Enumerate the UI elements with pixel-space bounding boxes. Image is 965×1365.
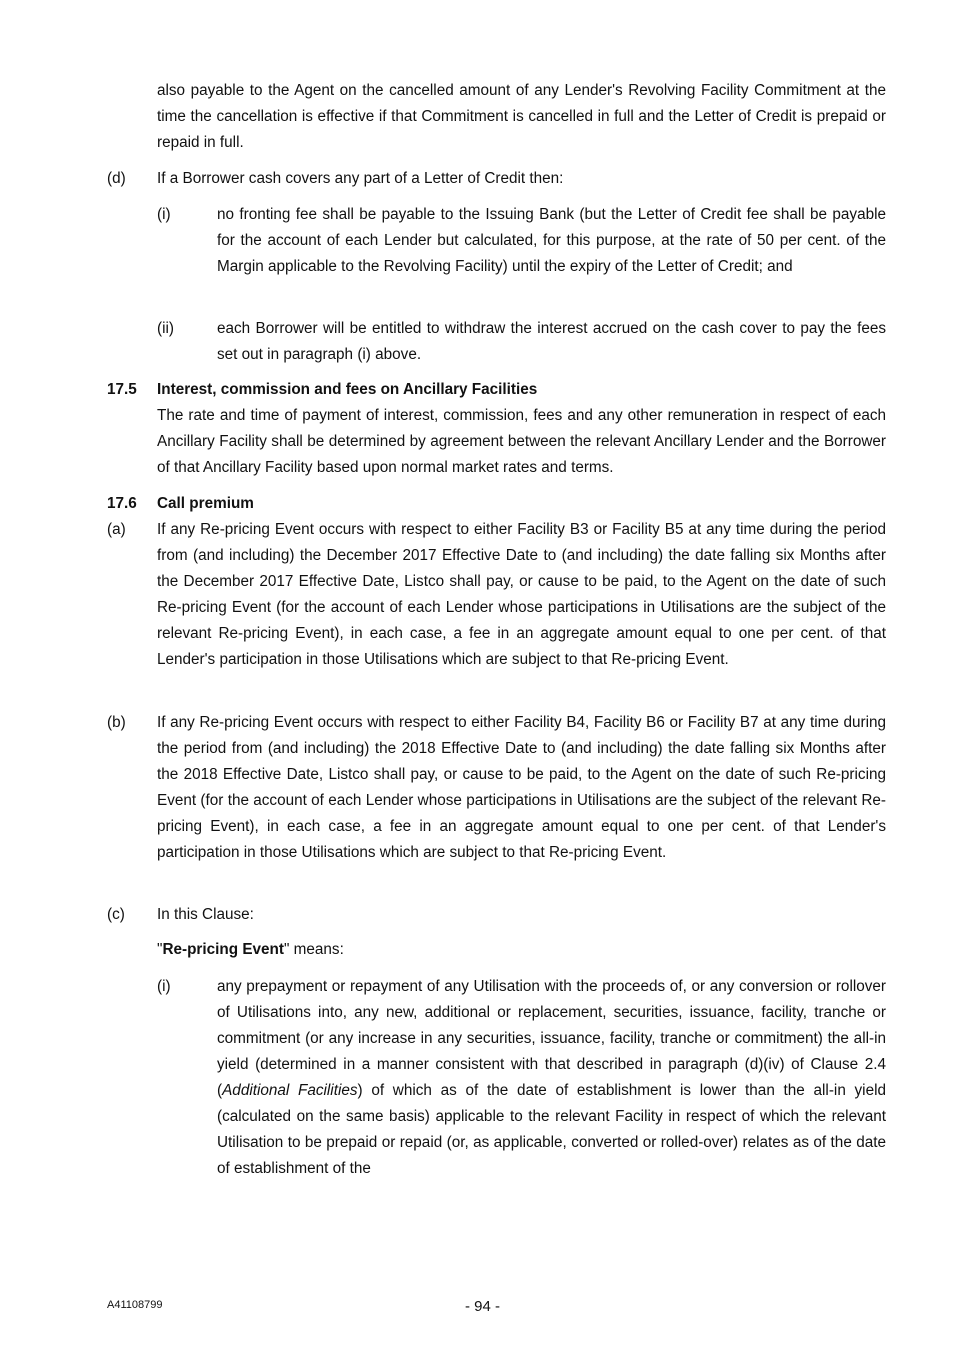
section-17-6-number: 17.6 <box>107 495 137 512</box>
section-17-6-title: Call premium <box>157 495 254 512</box>
definition-i-text-after: ) of which as of the date of establishment is lower than the all-in yield (calculated on the same basis) applicable to the relevant Facility in respect of which the relevant Utilisation to be prepaid or repaid (or, as applicable, converted or rolled-over) relates as of the date of establishment of the <box>217 1082 886 1177</box>
paragraph-c-text: In this Clause: <box>157 906 254 923</box>
definition-i-label: (i) <box>157 978 171 995</box>
paragraph-a-label: (a) <box>107 521 126 538</box>
paragraph-b-text: If any Re-pricing Event occurs with respect to either Facility B4, Facility B6 or Facility B7 at any time during the period from (and including) the 2018 Effective Date to (and including) the date falling six Months after the 2018 Effective Date, Listco shall pay, or cause to be paid, to the Agent on the date of such Re-pricing Event (for the account of each Lender whose participations in Utilisations are the subject of the relevant Re-pricing Event), in each case, a fee in an aggregate amount equal to one per cent. of that Lender's participation in those Utilisations which are subject to that Re-pricing Event. <box>157 714 886 861</box>
section-17-5-title: Interest, commission and fees on Ancillary Facilities <box>157 381 538 398</box>
paragraph-d-ii-text: each Borrower will be entitled to withdraw the interest accrued on the cash cover to pay the fees set out in paragraph (i) above. <box>217 320 886 363</box>
section-17-5-text: The rate and time of payment of interest, commission, fees and any other remuneration in respect of each Ancillary Facility shall be determined by agreement between the relevant Ancillary Lender and the Borrower of that Ancillary Facility based upon normal market rates and terms. <box>157 407 886 476</box>
paragraph-d-ii-label: (ii) <box>157 320 174 337</box>
definition-i-italic: Additional Facilities <box>222 1082 358 1099</box>
paragraph-d-i-text: no fronting fee shall be payable to the Issuing Bank (but the Letter of Credit fee shall be payable for the account of each Lender but calculated, for this purpose, at the rate of 50 per cent. of the Margin applicable to the Revolving Facility) until the expiry of the Letter of Credit; and <box>217 206 886 275</box>
paragraph-c-label: (c) <box>107 906 125 923</box>
definition-close: " means: <box>283 941 344 958</box>
paragraph-b-label: (b) <box>107 714 126 731</box>
paragraph-a-text: If any Re-pricing Event occurs with respect to either Facility B3 or Facility B5 at any time during the period from (and including) the December 2017 Effective Date to (and including) the date falling six Months after the December 2017 Effective Date, Listco shall pay, or cause to be paid, to the Agent on the date of such Re-pricing Event (for the account of each Lender whose participations in Utilisations are the subject of the relevant Re-pricing Event), in each case, a fee in an aggregate amount equal to one per cent. of that Lender's participation in those Utilisations which are subject to that Re-pricing Event. <box>157 521 886 668</box>
footer-document-reference: A41108799 <box>107 1299 163 1311</box>
section-17-5-number: 17.5 <box>107 381 137 398</box>
paragraph-d-i-label: (i) <box>157 206 171 223</box>
definition-term: Re-pricing Event <box>162 941 284 958</box>
paragraph-c-continuation: also payable to the Agent on the cancelled amount of any Lender's Revolving Facility Commitment at the time the cancellation is effective if that Commitment is cancelled in full and the Letter of Credit is prepaid or repaid in full. <box>157 82 886 151</box>
definition-open-quote: " <box>157 941 163 958</box>
footer-page-number: - 94 - <box>464 1298 500 1315</box>
definition-heading <box>157 937 886 963</box>
paragraph-d-text: If a Borrower cash covers any part of a Letter of Credit then: <box>157 170 564 187</box>
definition-i-text-before: any prepayment or repayment of any Utilisation with the proceeds of, or any conversion or rollover of Utilisations into, any new, additional or replacement, securities, issuance, facility, tranche or commitment (or any increase in any securities, issuance, facility, tranche or commitment) the all-in yield (determined in a manner consistent with that described in paragraph (d)(iv) of Clause 2.4 ( <box>217 978 886 1099</box>
definition-i-text <box>217 974 886 1182</box>
paragraph-d-label: (d) <box>107 170 126 187</box>
